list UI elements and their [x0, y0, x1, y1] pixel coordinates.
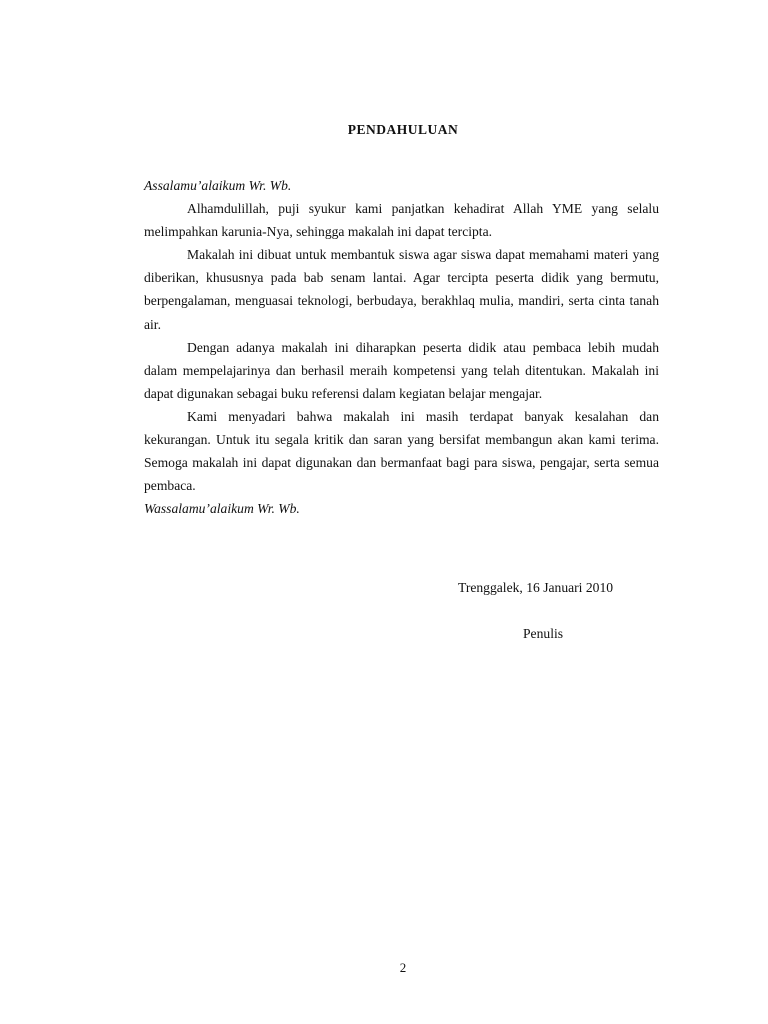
paragraph: Makalah ini dibuat untuk membantuk siswa agar siswa dapat memahami materi yang diberikan, khususnya pada bab senam lantai. Agar tercipta peserta didik yang bermutu, berpengalaman, menguasai teknologi, berbudaya, berakhlaq mulia, mandiri, serta cinta tanah air.	[144, 247, 659, 332]
body-text	[144, 174, 659, 520]
author-signature-label: Penulis	[523, 626, 564, 641]
page-title: PENDAHULUAN	[347, 122, 459, 137]
closing-greeting: Wassalamu’alaikum Wr. Wb.	[144, 501, 300, 517]
paragraph: Kami menyadari bahwa makalah ini masih terdapat banyak kesalahan dan kekurangan. Untuk itu segala kritik dan saran yang bersifat membangun akan kami terima. Semoga makalah ini dapat digunakan dan bermanfaat bagi para siswa, pengajar, serta semua pembaca.	[144, 408, 659, 494]
paragraph: Dengan adanya makalah ini diharapkan peserta didik atau pembaca lebih mudah dalam mempelajarinya dan berhasil meraih kompetensi yang telah ditentukan. Makalah ini dapat digunakan sebagai buku referensi dalam kegiatan belajar mengajar.	[144, 339, 659, 401]
opening-greeting: Assalamu’alaikum Wr. Wb.	[144, 178, 292, 193]
page-number: 2	[399, 960, 407, 975]
paragraph: Alhamdulillah, puji syukur kami panjatkan kehadirat Allah YME yang selalu melimpahkan karunia-Nya, sehingga makalah ini dapat tercipta.	[144, 201, 659, 240]
place-date: Trenggalek, 16 Januari 2010	[458, 580, 614, 595]
